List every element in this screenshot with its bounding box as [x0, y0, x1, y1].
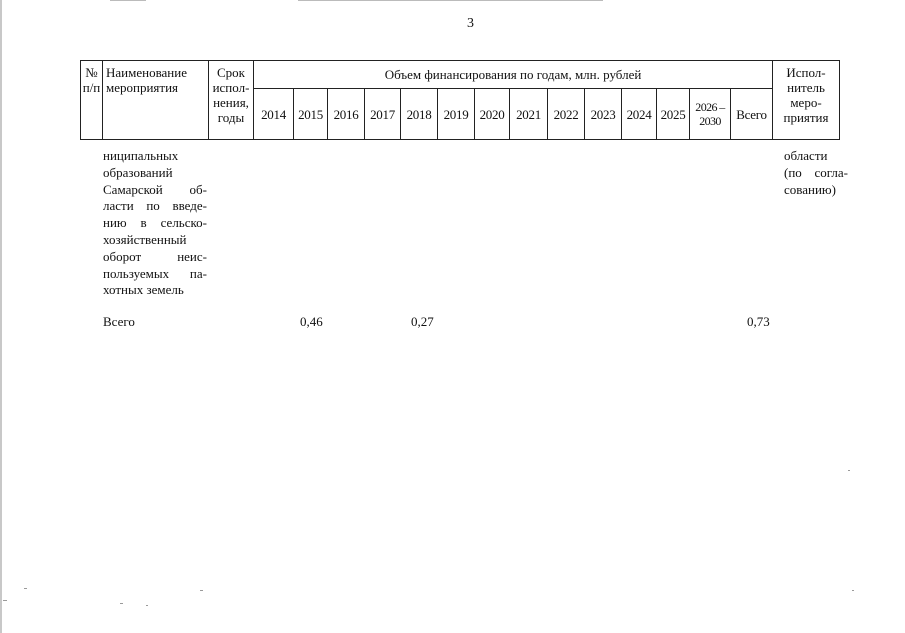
- header-col-executor: Испол-нитель меро-приятия: [773, 61, 840, 140]
- row-name-line: оборот неис-: [103, 248, 207, 264]
- header-year: 2021: [510, 89, 548, 140]
- header-year: 2016: [328, 89, 365, 140]
- header-year: 2017: [365, 89, 401, 140]
- header-year: 2023: [585, 89, 622, 140]
- row-executor-line: сованию): [784, 181, 836, 197]
- row-name-line: хотных земель: [103, 282, 184, 298]
- row-name-line: нию в сельско-: [103, 215, 207, 231]
- header-year: 2022: [548, 89, 585, 140]
- total-value-2018: 0,27: [411, 314, 434, 329]
- row-name-line: ниципальных: [103, 148, 179, 163]
- scan-speck: [120, 603, 123, 604]
- row-name-line: образований: [103, 164, 173, 180]
- scan-speck: [24, 588, 27, 589]
- row-executor-line: (по согла-: [784, 164, 848, 180]
- scan-speck: [3, 600, 7, 601]
- header-year: 2020: [475, 89, 510, 140]
- scan-top-line-right: [298, 0, 603, 1]
- row-name-continuation: [103, 148, 207, 299]
- header-col-number: № п/п: [81, 61, 103, 140]
- row-executor-continuation: [784, 148, 848, 198]
- header-year: 2015: [294, 89, 328, 140]
- header-col-total: Всего: [731, 89, 773, 140]
- scan-speck: [200, 590, 203, 591]
- row-name-line: Самарской об-: [103, 181, 207, 197]
- scan-left-edge: [0, 0, 2, 633]
- header-col-name: Наименование мероприятия: [103, 61, 209, 140]
- header-year: 2018: [401, 89, 438, 140]
- row-name-line: ласти по введе-: [103, 198, 207, 214]
- scan-speck: [852, 590, 854, 591]
- total-value-2015: 0,46: [300, 314, 323, 329]
- header-year: 2019: [438, 89, 475, 140]
- scan-top-line-left: [110, 0, 146, 1]
- header-year: 2024: [622, 89, 657, 140]
- scan-speck: [848, 470, 850, 471]
- financing-table: [80, 60, 840, 140]
- header-col-financing: Объем финансирования по годам, млн. рублей: [254, 61, 773, 89]
- header-year: 2025: [657, 89, 690, 140]
- header-year-range: [690, 89, 731, 140]
- row-executor-line: области: [784, 148, 828, 163]
- header-year: 2014: [254, 89, 294, 140]
- row-name-line: пользуемых па-: [103, 265, 207, 281]
- page-number: 3: [467, 16, 474, 31]
- scan-speck: [146, 605, 148, 606]
- total-row-label: Всего: [103, 314, 135, 329]
- total-value-sum: 0,73: [747, 314, 770, 329]
- header-year-range-end: 2030: [699, 114, 721, 128]
- row-name-line: хозяйственный: [103, 231, 187, 247]
- header-year-range-start: 2026 –: [695, 100, 725, 114]
- header-col-term: Срок испол-нения, годы: [209, 61, 254, 140]
